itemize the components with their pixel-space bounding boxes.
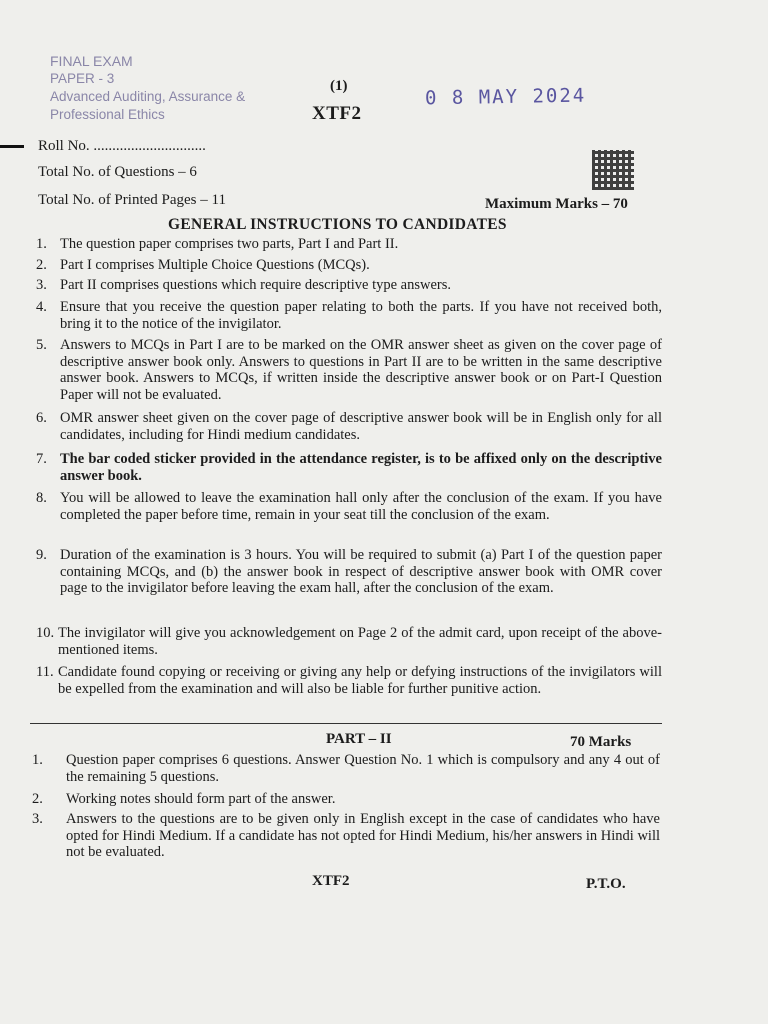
exam-stamp [50,52,245,124]
stamp-line: PAPER - 3 [50,71,115,86]
instruction-text: Duration of the examination is 3 hours. You will be required to submit (a) Part I of the question paper containing MCQs, and (b) the answer book in respect of descriptive answer book with OMR cover page to the invigilator before leaving the exam hall, after the conclusion of the exam. [60,547,662,596]
instruction-number: 1. [36,236,47,252]
instruction-text: You will be allowed to leave the examination hall only after the conclusion of the exam. If you have completed the paper before time, remain in your seat till the conclusion of the exam. [60,490,662,523]
instruction-text: Part II comprises questions which require descriptive type answers. [60,277,451,293]
part2-text: Answers to the questions are to be given only in English except in the case of candidates who have opted for Hindi Medium. If a candidate has not opted for Hindi Medium, his/her answers in Hindi will not be evaluated. [66,811,660,860]
instruction-text: The bar coded sticker provided in the attendance register, is to be affixed only on the descriptive answer book. [60,451,662,484]
instruction-text: Answers to MCQs in Part I are to be marked on the OMR answer sheet as given on the cover page of descriptive answer book only. Answers to questions in Part II are to be written in the same descriptive answer book. Answers to MCQs, if written inside the descriptive answer book or on Part-I Question Paper will not be evaluated. [60,337,662,403]
instruction-text: Part I comprises Multiple Choice Questions (MCQs). [60,257,370,273]
instruction-item [36,236,662,253]
total-pages: Total No. of Printed Pages – 11 [38,192,226,208]
instruction-text: OMR answer sheet given on the cover page of descriptive answer book will be in English only for all candidates, including for Hindi medium candidates. [60,410,662,443]
part2-number: 1. [32,752,43,768]
instruction-item [36,490,662,523]
part2-title: PART – II [326,731,392,747]
page-number: (1) [330,78,348,94]
instruction-text: Ensure that you receive the question paper relating to both the parts. If you have not received both, bring it to the notice of the invigilator. [60,299,662,332]
instruction-number: 6. [36,410,47,426]
stamp-line: Professional Ethics [50,107,165,122]
part2-number: 2. [32,791,43,807]
instruction-item [36,451,662,484]
instruction-item [36,410,662,443]
footer-code: XTF2 [312,873,350,889]
instruction-item [36,257,662,274]
instruction-number: 8. [36,490,47,506]
instruction-text: The invigilator will give you acknowledgement on Page 2 of the admit card, upon receipt of the above-mentioned items. [58,625,662,658]
instruction-number: 7. [36,451,47,467]
instruction-number: 2. [36,257,47,273]
max-marks: Maximum Marks – 70 [485,196,628,212]
instruction-number: 4. [36,299,47,315]
instruction-text: The question paper comprises two parts, Part I and Part II. [60,236,399,252]
instruction-number: 11. [36,664,54,680]
part2-text: Question paper comprises 6 questions. Answer Question No. 1 which is compulsory and any 4 out of the remaining 5 questions. [66,752,660,785]
instruction-item [36,299,662,332]
part2-item [32,811,660,861]
stamp-line: FINAL EXAM [50,53,133,69]
part2-item [32,791,660,808]
total-questions: Total No. of Questions – 6 [38,164,197,180]
instruction-item [36,277,662,294]
divider [30,723,662,724]
part2-marks: 70 Marks [570,734,632,750]
margin-mark [0,145,24,148]
instruction-text: Candidate found copying or receiving or giving any help or defying instructions of the invigilators will be expelled from the examination and will also be liable for further punitive action. [58,664,662,697]
instruction-number: 10. [36,625,55,641]
instructions-title: GENERAL INSTRUCTIONS TO CANDIDATES [168,216,507,233]
instruction-item [36,664,662,697]
part2-text: Working notes should form part of the answer. [66,791,336,807]
date-stamp: 0 8 MAY 2024 [424,84,587,110]
instruction-item [36,337,662,403]
instruction-number: 9. [36,547,47,563]
qr-code-icon [592,150,634,190]
paper-code: XTF2 [312,103,362,124]
part2-item [32,752,660,785]
instruction-item [36,625,662,658]
instruction-number: 5. [36,337,47,353]
instruction-number: 3. [36,277,47,293]
part2-number: 3. [32,811,43,827]
roll-number-field: Roll No. .............................. [38,138,206,154]
stamp-line: Advanced Auditing, Assurance & [50,89,246,104]
pto-label: P.T.O. [586,876,626,892]
instruction-item [36,547,662,597]
